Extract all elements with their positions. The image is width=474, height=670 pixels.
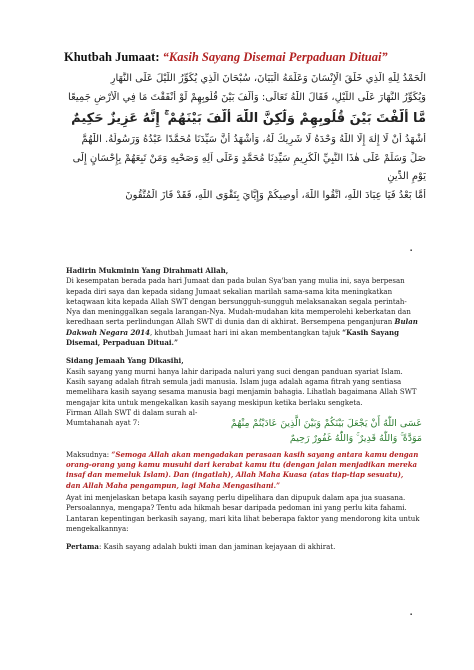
- arabic-line: الْحَمْدُ لِلّٰهِ الَّذِي خَلَقَ الْإِنْسَانَ وَعَلَّمَهُ الْبَيَانَ، سُبْحَانَ الَّذِي يُكَوِّرُ اللَّيْلَ عَلَى النَّهَارِ: [110, 73, 426, 84]
- paragraph-3: Ayat ini menjelaskan betapa kasih sayang perlu dipelihara dan dipupuk dalam apa jua suasana. Persoalannya, mengapa? Tentu ada hikmah besar daripada pedoman ini yang perlu kita fahami. Lantaran kepentingan berkasih sayang, mari kita lihat beberapa faktor yang mendorong kita untuk mengekalkannya:: [66, 494, 420, 533]
- paragraph-2: [66, 356, 420, 407]
- paragraph-text: Di kesempatan berada pada hari Jumaat dan pada bulan Sya'ban yang mulia ini, saya berpesan kepada diri saya dan kepada sidang Jumaat sekalian marilah sama-sama kita meningkatkan ketaqwaan kita kepada Allah SWT dengan bersungguh-sungguh melaksanakan segala perintah-Nya dan meninggalkan segala larangan-Nya. Mudah-mudahan kita memperolehi keberkatan dan keredhaan serta perlindungan Allah SWT di dunia dan di akhirat. Bersempena penganjuran: [66, 277, 411, 327]
- title-quote: “Kasih Sayang Disemai Perpaduan Dituai”: [162, 50, 388, 64]
- page-title: [64, 50, 424, 65]
- arabic-line: أَمَّا بَعْدُ فَيَا عِبَادَ اللّٰهِ، اتَّقُوا اللّٰهَ، أُوصِيكُمْ وَإِيَّايَ بِتَقْوَى اللّٰهِ، فَقَدْ فَازَ الْمُتَّقُونَ: [125, 189, 426, 201]
- arabic-opening: [60, 72, 426, 246]
- section-heading: Hadirin Mukminin Yang Dirahmati Allah,: [66, 266, 229, 275]
- translation-label: Maksudnya:: [66, 450, 112, 459]
- point-label: Pertama: [66, 542, 99, 552]
- point-1: [66, 542, 420, 552]
- title-prefix: Khutbah Jumaat:: [64, 50, 163, 64]
- point-text: : Kasih sayang adalah bukti iman dan jaminan kejayaan di akhirat.: [98, 543, 336, 552]
- arabic-line: أَشْهَدُ أَنْ لَا إِلٰهَ إِلَّا اللّٰهُ وَحْدَهُ لَا شَرِيكَ لَهُ، وَأَشْهَدُ أَنَّ سَيِّدَنَا مُحَمَّدًا عَبْدُهُ وَرَسُولُهُ. اللّٰهُمَّ: [81, 134, 426, 145]
- section-heading: Sidang Jemaah Yang Dikasihi,: [66, 356, 184, 366]
- firman-text: Firman Allah SWT di dalam surah al-Mumtahanah ayat 7:: [66, 408, 198, 428]
- quran-verse: عَسَى اللّٰهُ أَنْ يَجْعَلَ بَيْنَكُمْ وَبَيْنَ الَّذِينَ عَادَيْتُمْ مِنْهُمْ مَوَدَّةً ۚ وَاللّٰهُ قَدِيرٌ ۚ وَاللّٰهُ غَفُورٌ رَحِيمٌ: [230, 417, 422, 444]
- bullet-mark: ▪: [410, 248, 413, 254]
- topic-text: “Kasih Sayang Disemai, Perpaduan Dituai.”: [66, 327, 400, 348]
- arabic-line: وَيُكَوِّرُ النَّهَارَ عَلَى اللَّيْلِ، فَقَالَ اللّٰهُ تَعَالَى: وَأَلَّفَ بَيْنَ قُلُوبِهِمْ لَوْ أَنْفَقْتَ مَا فِي الْأَرْضِ جَمِيعًا: [68, 91, 426, 103]
- arabic-line: مَّا أَلَّفْتَ بَيْنَ قُلُوبِهِمْ وَلَٰكِنَّ اللّٰهَ أَلَّفَ بَيْنَهُمْ ۚ إِنَّهُ عَزِيزٌ حَكِيمٌ: [71, 111, 426, 126]
- translation-text: “Semoga Allah akan mengadakan perasaan kasih sayang antara kamu dengan orang-orang yang kamu musuhi dari kerabat kamu itu (dengan jalan menjadikan mereka insaf dan memeluk Islam). Dan (ingatlah), Allah Maha Kuasa (atas tiap-tiap sesuatu), dan Allah Maha pengampun, lagi Maha Mengasihani.”: [66, 449, 419, 490]
- bullet-mark: ▪: [410, 612, 413, 618]
- arabic-line: يَوْمِ الدِّينِ: [387, 171, 426, 182]
- paragraph-text: Kasih sayang yang murni hanya lahir daripada naluri yang suci dengan panduan syariat Islam. Kasih sayang adalah fitrah semula jadi manusia. Islam juga adalah agama fitrah yang sentiasa memelihara kasih sayang sesama manusia bagi menjamin bahagia. Lihatlah bagaimana Allah SWT mengajar kita untuk mengekalkan kasih sayang meskipun ketika berlaku sengketa.: [66, 367, 417, 407]
- khutbah-body: [66, 266, 420, 553]
- paragraph-text: , khutbah Jumaat hari ini akan membentangkan tajuk: [149, 328, 343, 337]
- emphasis-text: Bulan Dakwah Negara 2014: [66, 317, 418, 337]
- arabic-line: صَلِّ وَسَلِّمْ عَلَى هٰذَا النَّبِيِّ الْكَرِيمِ سَيِّدِنَا مُحَمَّدٍ وَعَلَى آلِهِ وَصَحْبِهِ وَمَنْ تَبِعَهُمْ بِإِحْسَانٍ إِلَى: [72, 152, 426, 164]
- ayah-section: [66, 408, 420, 462]
- paragraph-1: [66, 266, 420, 348]
